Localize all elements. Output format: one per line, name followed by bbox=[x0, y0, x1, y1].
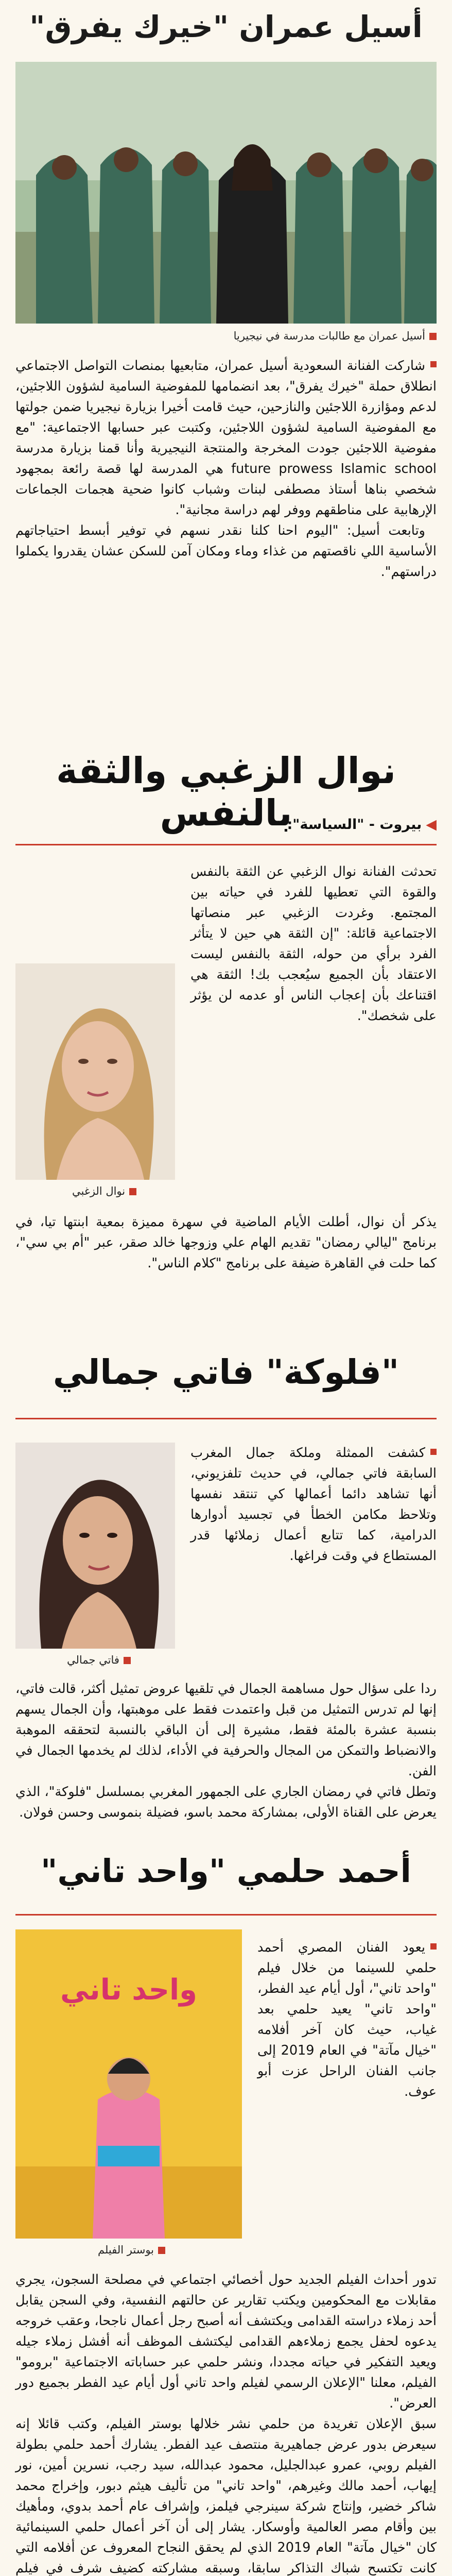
article1-caption: أسيل عمران مع طالبات مدرسة في نيجيريا bbox=[234, 330, 437, 342]
article3-photo bbox=[15, 1443, 175, 1649]
article1-title: أسيل عمران "خيرك يفرق" bbox=[29, 9, 423, 44]
nawal-portrait-illustration bbox=[15, 963, 175, 1180]
article3-lead: كشفت الممثلة وملكة جمال المغرب السابقة فاتي جمالي، في حديث تلفزيوني، أنها تشاهد دائما أعمالها كي تنتقد نفسها وتلاحظ مكامن الخطأ في تجسيد أدوارها الدرامية، كما تتابع أعمال زملائها قدر المستطاع في وقت فراغها. bbox=[190, 1445, 437, 1564]
article4-rule bbox=[15, 1914, 437, 1916]
article1-body bbox=[15, 355, 437, 582]
article3-title: "فلوكة" فاتي جمالي bbox=[53, 1352, 399, 1392]
article4-paragraph: سبق الإعلان تغريدة من حلمي نشر خلالها بوستر الفيلم، وكتب قائلا إنه سيعرض بدور عرض جماهيرية منتصف عيد الفطر. يشارك أحمد حلمي بطولة الفيلم روبي، عمرو عبدالجليل، محمود عبدالله، سيد رجب، نسرين أمين، نور إيهاب، أحمد مالك وغيرهم، "واحد تاني" من تأليف هيثم دبور، وإخراج محمد شاكر خضير، وإنتاج شركة سينرجي فيلمز، وإشراف عام أحمد بدوي، ومأهيك بين وأقام مصر العالمية وأوسكار. يشار إلى أن آخر أعمال حلمي السينمائية كان "خيال مآتة" العام 2019 الذي لم يحقق النجاح المعروف عن أفلامه التي كانت تكتسح شباك التذاكر سابقا، وسبقه مشاركته كضيف شرف في فيلم bbox=[15, 2416, 437, 2576]
article1-paragraph: شاركت الفنانة السعودية أسيل عمران، متابعيها بمنصات التواصل الاجتماعي انطلاق حملة "خيرك يفرق"، بعد انضمامها للمفوضية السامية لشؤون اللاجئين، لدعم ومؤازرة اللاجئين والنازحين، حيث قامت أخيرا بزيارة نيجيريا ضمن جولتها مع المفوضية السامية لشؤون اللاجئين، وكتبت عبر حسابها الاجتماعية: "مع مفوضية اللاجئين جودت المخرجة والمنتجة النيجيرية وأنا قمنا بزيارة مدرسة future prowess Islamic school هي المدرسة لها قصة رائعة بمجهود شخصي بناها أستاذ مصطفى لبنات وشباب كانوا ضحية هجمات الجماعات الإرهابية على مناطقهم ووفر لهم دراسة مجانية". bbox=[15, 358, 437, 518]
poster-title: واحد تاني bbox=[60, 1973, 197, 2007]
article3-paragraph: ردا على سؤال حول مساهمة الجمال في تلقيها عروض تمثيل أكثر، قالت فاتي، إنها لم تدرس التمثيل من قبل واعتمدت فقط على موهبتها، وأن الجمال يسهم بنسبة عشرة بالمئة فقط، مشيرة إلى أن الباقي بالنسبة لتحققه الموهبة والانضباط والتمكن من المجال والحرفية في الأداء، لذلك لم يخدمها الجمال في الفن. bbox=[15, 1681, 437, 1779]
caption-marker-icon bbox=[124, 1657, 131, 1664]
article2-rule bbox=[15, 844, 437, 845]
article2-body: يذكر أن نوال، أطلت الأيام الماضية في سهرة مميزة بمعية ابنتها تيا، في برنامج "ليالي رمضان" تقديم الهام علي وزوجها خالد صقر، عبر "أم بي سي"، كما حلت في القاهرة ضيفة على برنامج "كلام الناس". bbox=[15, 1214, 437, 1271]
caption-marker-icon bbox=[129, 1188, 136, 1195]
article3-rule bbox=[15, 1418, 437, 1419]
article4-title: أحمد حلمي "واحد تاني" bbox=[41, 1852, 411, 1890]
article4-paragraph: تدور أحداث الفيلم الجديد حول أخصائي اجتماعي في مصلحة السجون، يجري مقابلات مع المحكومين ويكتب تقارير عن حالتهم النفسية، وفي السجن يقابل أحد زملاء دراسته القدامى ويكتشف أنه أصبح رجل أعمال ناجحا، وعقب خروجه يدعوه لحفل يجمع زملاءهم القدامى ليكتشف الموظف أنه أفشل زملاء جيله ويعيد التفكير في حياته مجددا، ونشر حلمي عبر حساباته الاجتماعية "برومو" الفيلم، معلنا "الإعلان الرسمي لفيلم واحد تاني أول أيام عيد الفطر بجميع دور العرض". bbox=[15, 2272, 437, 2411]
article1-photo bbox=[15, 62, 437, 324]
caption-marker-icon bbox=[158, 2247, 165, 2254]
caption-marker-icon bbox=[429, 333, 437, 340]
fati-portrait-illustration bbox=[15, 1443, 175, 1649]
article4-lead: يعود الفنان المصري أحمد حلمي للسينما من خلال فيلم "واحد تاني"، أول أيام عيد الفطر، "واحد تاني" يعيد حلمي بعد غياب، حيث كان آخر أفلامه "خيال مآتة" في العام 2019 إلى جانب الفنان الراحل عزت أبو عوف. bbox=[257, 1940, 437, 2099]
article3-body bbox=[15, 1679, 437, 1823]
article2-title: نوال الزغبي والثقة بالنفس bbox=[56, 750, 396, 834]
students-photo-illustration bbox=[15, 62, 437, 324]
article2-caption: نوال الزغبي bbox=[72, 1185, 136, 1197]
article4-body bbox=[15, 2269, 437, 2576]
article3-paragraph: وتطل فاتي في رمضان الجاري على الجمهور المغربي بمسلسل "فلوكة"، الذي يعرض على القناة الأولى، بمشاركة محمد باسو، فضيلة بنموسى وحسن فولان. bbox=[15, 1784, 437, 1820]
article2-photo bbox=[15, 963, 175, 1180]
article3-caption: فاتي جمالي bbox=[67, 1654, 131, 1666]
article1-paragraph: وتابعت أسيل: "اليوم احنا كلنا نقدر نسهم في توفير أبسط احتياجاتهم الأساسية اللي ناقصتهم من غذاء وماء ومكان آمن للسكن عشان يقدروا يكملوا دراستهم". bbox=[15, 523, 437, 580]
article4-caption: بوستر الفيلم bbox=[98, 2244, 165, 2256]
article2-dateline: ◀بيروت - "السياسة": bbox=[287, 817, 437, 833]
article2-lead: تحدثت الفنانة نوال الزغبي عن الثقة بالنفس والقوة التي تعطيها للفرد في حياته بين المجتمع. وغردت الزغبي عبر منصاتها الاجتماعية قائلة: "إن الثقة هي حين لا يتأثر الفرد برأي من حوله، الثقة بالنفس ليست الاعتقاد بأن الجميع سيُعجب بك! الثقة هي اقتناعك بأن إعجاب الناس أو عدمه لن يؤثر على شخصك". bbox=[190, 864, 437, 1024]
dateline-arrow-icon: ◀ bbox=[426, 817, 437, 833]
